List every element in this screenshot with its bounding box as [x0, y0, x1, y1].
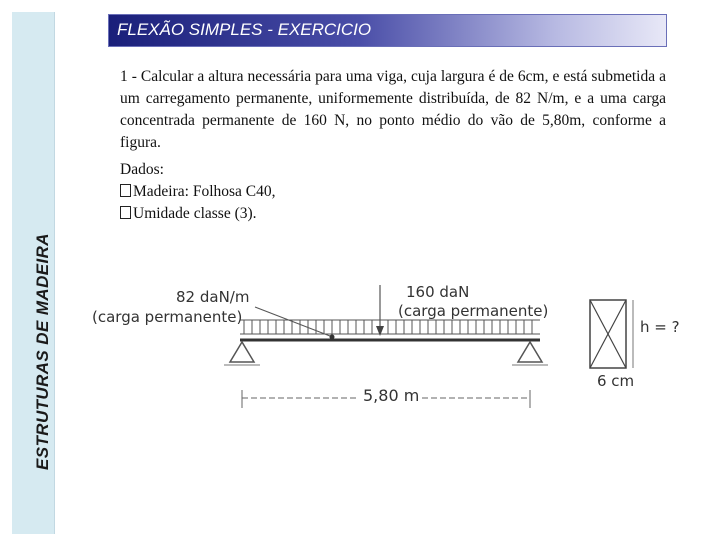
section-width-label: 6 cm — [597, 372, 635, 390]
bullet-icon — [120, 206, 131, 219]
leader-dot — [330, 335, 335, 340]
problem-statement: 1 - Calcular a altura necessária para uma viga, cuja largura é de 6cm, e está submetida a um carregamento permanente, uniformemente distribuída, de 82 N/m, e a uma carga concentrada permanente de 160 N, no ponto médio do vão de 5,80m, conforme a figura. — [120, 68, 666, 151]
right-support-icon — [518, 342, 542, 362]
bullet-icon — [120, 184, 131, 197]
dados-item-text: Umidade classe (3). — [133, 205, 257, 222]
dados-item-text: Madeira: Folhosa C40, — [133, 183, 276, 200]
dados-block — [120, 159, 520, 225]
point-load-note: (carga permanente) — [398, 302, 549, 320]
beam-figure — [80, 270, 680, 420]
header-bar — [108, 14, 667, 47]
point-load-value: 160 daN — [406, 283, 470, 301]
dados-heading: Dados: — [120, 161, 164, 178]
page-title: FLEXÃO SIMPLES - EXERCICIO — [117, 20, 372, 39]
distributed-load-note: (carga permanente) — [92, 308, 243, 326]
distributed-load-value: 82 daN/m — [176, 288, 250, 306]
distributed-load-hatch — [240, 320, 540, 334]
dados-item — [120, 181, 520, 203]
span-label: 5,80 m — [363, 386, 420, 405]
section-height-label: h = ? — [640, 318, 680, 336]
left-support-icon — [230, 342, 254, 362]
side-title: ESTRUTURAS DE MADEIRA — [33, 233, 52, 470]
dados-item — [120, 203, 520, 225]
